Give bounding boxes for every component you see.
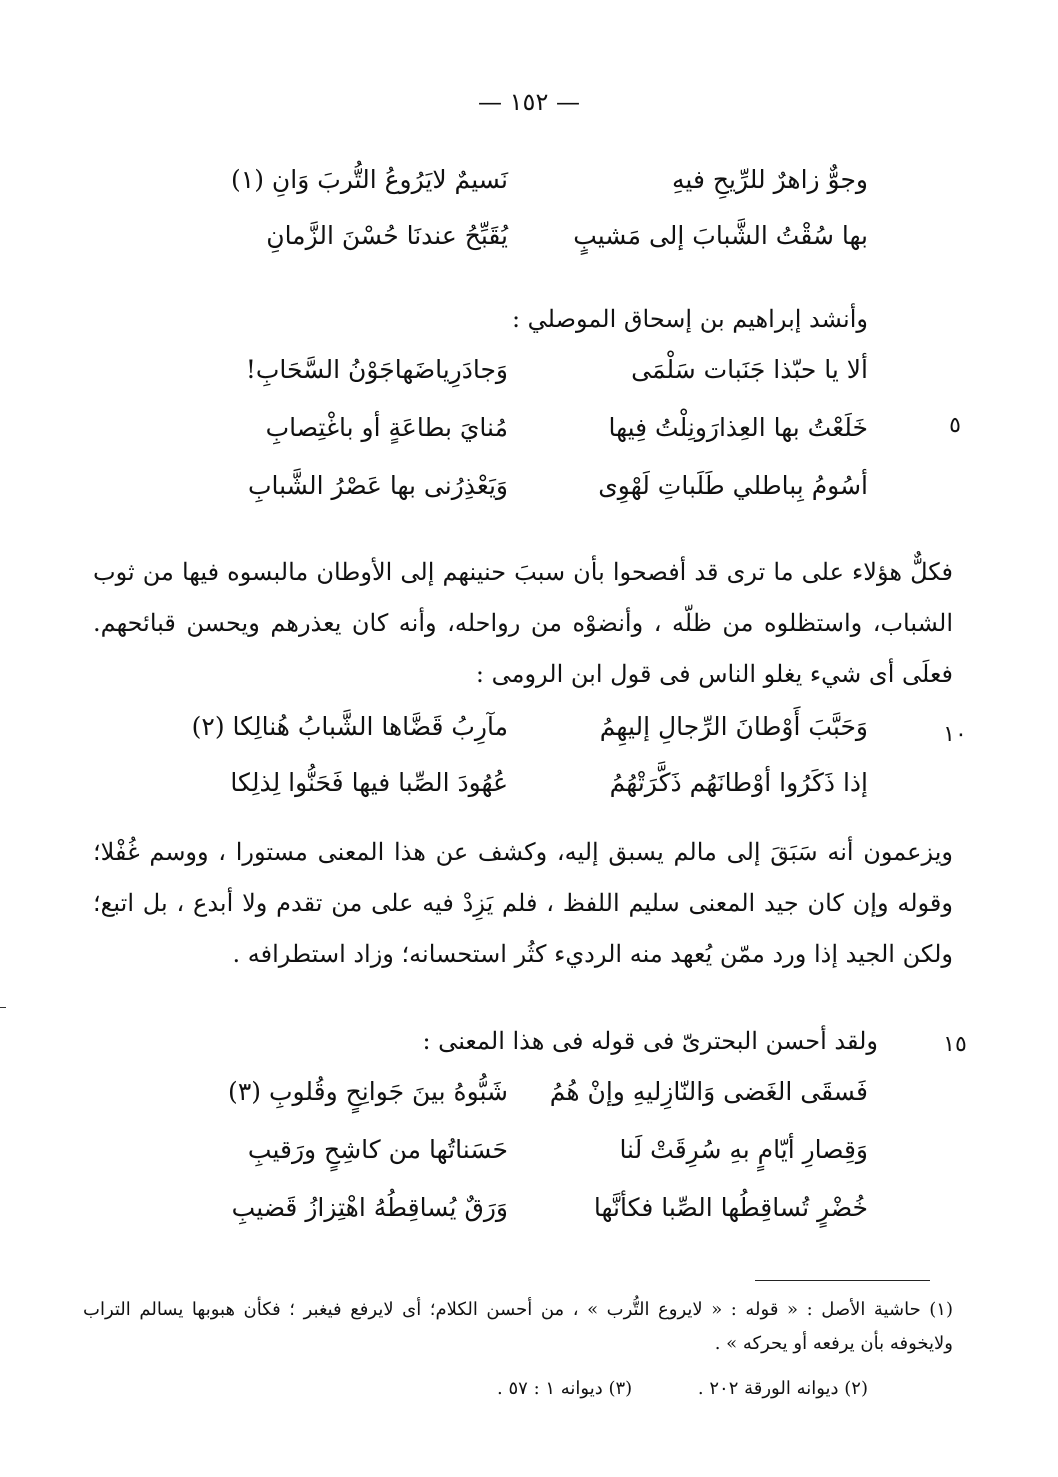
verse-hemistich-first: وَحَبَّبَ أَوْطانَ الرِّجالِ إليهِمُ <box>599 712 868 741</box>
footnote-2: (٢) ديوانه الورقة ٢٠٢ . <box>697 1378 868 1399</box>
verse-hemistich-first: فَسقَى الغَضى وَالنّازِليهِ وإنْ هُمُ <box>549 1077 868 1106</box>
verse-hemistich-second: نَسيمٌ لايَرُوعُ التُّربَ وَانِ (١) <box>231 165 508 194</box>
verse-hemistich-first: بها سُقْتُ الشَّبابَ إلى مَشيبٍ <box>573 221 868 250</box>
footnote-3: (٣) ديوانه ١ : ٥٧ . <box>497 1378 633 1399</box>
verse-line <box>188 221 868 277</box>
footnote-text: (١) حاشية الأصل : « قوله : « لايروع التُّرب » ، من أحسن الكلام؛ أى لايرفع فيغبر ؛ فكأن هبوبها يسالم التراب ولايخوفه بأن يرفعه أو يحركه » . <box>83 1299 953 1354</box>
verse-hemistich-first: أسُومُ بِباطلي طَلَباتِ لَهْوِى <box>598 471 868 500</box>
verse-line <box>188 712 868 768</box>
verse-hemistich-second: وَجادَرِياضَهاجَوْنُ السَّحَابِ! <box>245 355 508 384</box>
verse-hemistich-second: حَسَناتُها من كاشِحٍ ورَقيبِ <box>247 1135 508 1164</box>
verse-line <box>188 1135 868 1193</box>
line-number-15: ١٥ <box>943 1032 967 1057</box>
verse-hemistich-second: مُنايَ بطاعَةٍ أو باغْتِصابِ <box>265 413 508 442</box>
verses-buhturi <box>188 1077 868 1251</box>
verse-line <box>188 1193 868 1251</box>
line-number-5: ٥ <box>949 413 961 438</box>
verses-top <box>188 165 868 277</box>
verse-line <box>188 1077 868 1135</box>
verse-hemistich-first: وجوٌّ زاهرٌ للرِّيحِ فيهِ <box>672 165 868 194</box>
verse-hemistich-second: وَيَعْذِرُنى بها عَصْرُ الشَّبابِ <box>248 471 508 500</box>
verse-hemistich-first: ألا يا حبّذا جَنَبات سَلْمَى <box>631 355 868 384</box>
verse-hemistich-second: عُهُودَ الصِّبا فيها فَحَنُّوا لِذلِكا <box>230 768 508 797</box>
paragraph-2 <box>93 827 953 980</box>
verses-rumi <box>188 712 868 824</box>
verse-hemistich-first: خَلَعْتُ بها العِذارَونِلْتُ فِيها <box>608 413 868 442</box>
verse-hemistich-first: وَقِصارِ أيّامٍ بهِ سُرِقَتْ لَنا <box>619 1135 868 1164</box>
line-number-10: ١٠ <box>943 722 967 747</box>
verse-hemistich-first: خُضْرٍ تُساقِطُها الصِّبا فكأنَّها <box>593 1193 868 1222</box>
paragraph-text: فكلٌّ هؤلاء على ما ترى قد أفصحوا بأن سببَ حنينهم إلى الأوطان مالبسوه فيها من ثوب الشباب، واستظلوه من ظلّه ، وأنضوْه من رواحله، وأنه كان يعذرهم ويحسن قبائحهم. فعلَى أى شيء يغلو الناس فى قول ابن الرومى : <box>93 558 953 688</box>
footnote-separator <box>755 1280 930 1281</box>
footnotes-2-3 <box>168 1378 868 1399</box>
intro-mosuli: وأنشد إبراهيم بن إسحاق الموصلي : <box>511 305 868 333</box>
footnote-1 <box>83 1293 953 1361</box>
verse-hemistich-second: وَرَقٌ يُساقِطُهُ اهْتِزازُ قَضيبِ <box>231 1193 508 1222</box>
page-number: — ١٥٢ — <box>478 88 580 116</box>
scan-edge-mark <box>0 1007 6 1008</box>
verse-hemistich-second: يُقَبِّحُ عندنَا حُسْنَ الزَّمانِ <box>266 221 508 250</box>
verse-hemistich-second: مآرِبُ قَضَّاها الشَّبابُ هُنالِكا (٢) <box>191 712 508 741</box>
verse-line <box>188 413 868 471</box>
verse-hemistich-first: إذا ذَكَرُوا أوْطانَهُم ذَكَّرَتْهُمُ <box>609 768 868 797</box>
verse-hemistich-second: شَبُّوهُ بينَ جَوانِحٍ وقُلوبِ (٣) <box>228 1077 508 1106</box>
verse-line <box>188 165 868 221</box>
paragraph-text: ويزعمون أنه سَبَقَ إلى مالم يسبق إليه، وكشف عن هذا المعنى مستورا ، ووسم غُفْلا؛ وقوله وإن كان جيد المعنى سليم اللفظ ، فلم يَزِدْ فيه على من تقدم ولا أبدع ، بل اتبع؛ ولكن الجيد إذا ورد ممّن يُعهد منه الرديء كثُر استحسانه؛ وزاد استطرافه . <box>93 838 953 968</box>
verse-line <box>188 471 868 529</box>
paragraph-1 <box>93 547 953 700</box>
intro-buhturi: ولقد أحسن البحترىّ فى قوله فى هذا المعنى : <box>422 1027 878 1055</box>
verse-line <box>188 768 868 824</box>
verse-line <box>188 355 868 413</box>
verses-mosuli <box>188 355 868 529</box>
